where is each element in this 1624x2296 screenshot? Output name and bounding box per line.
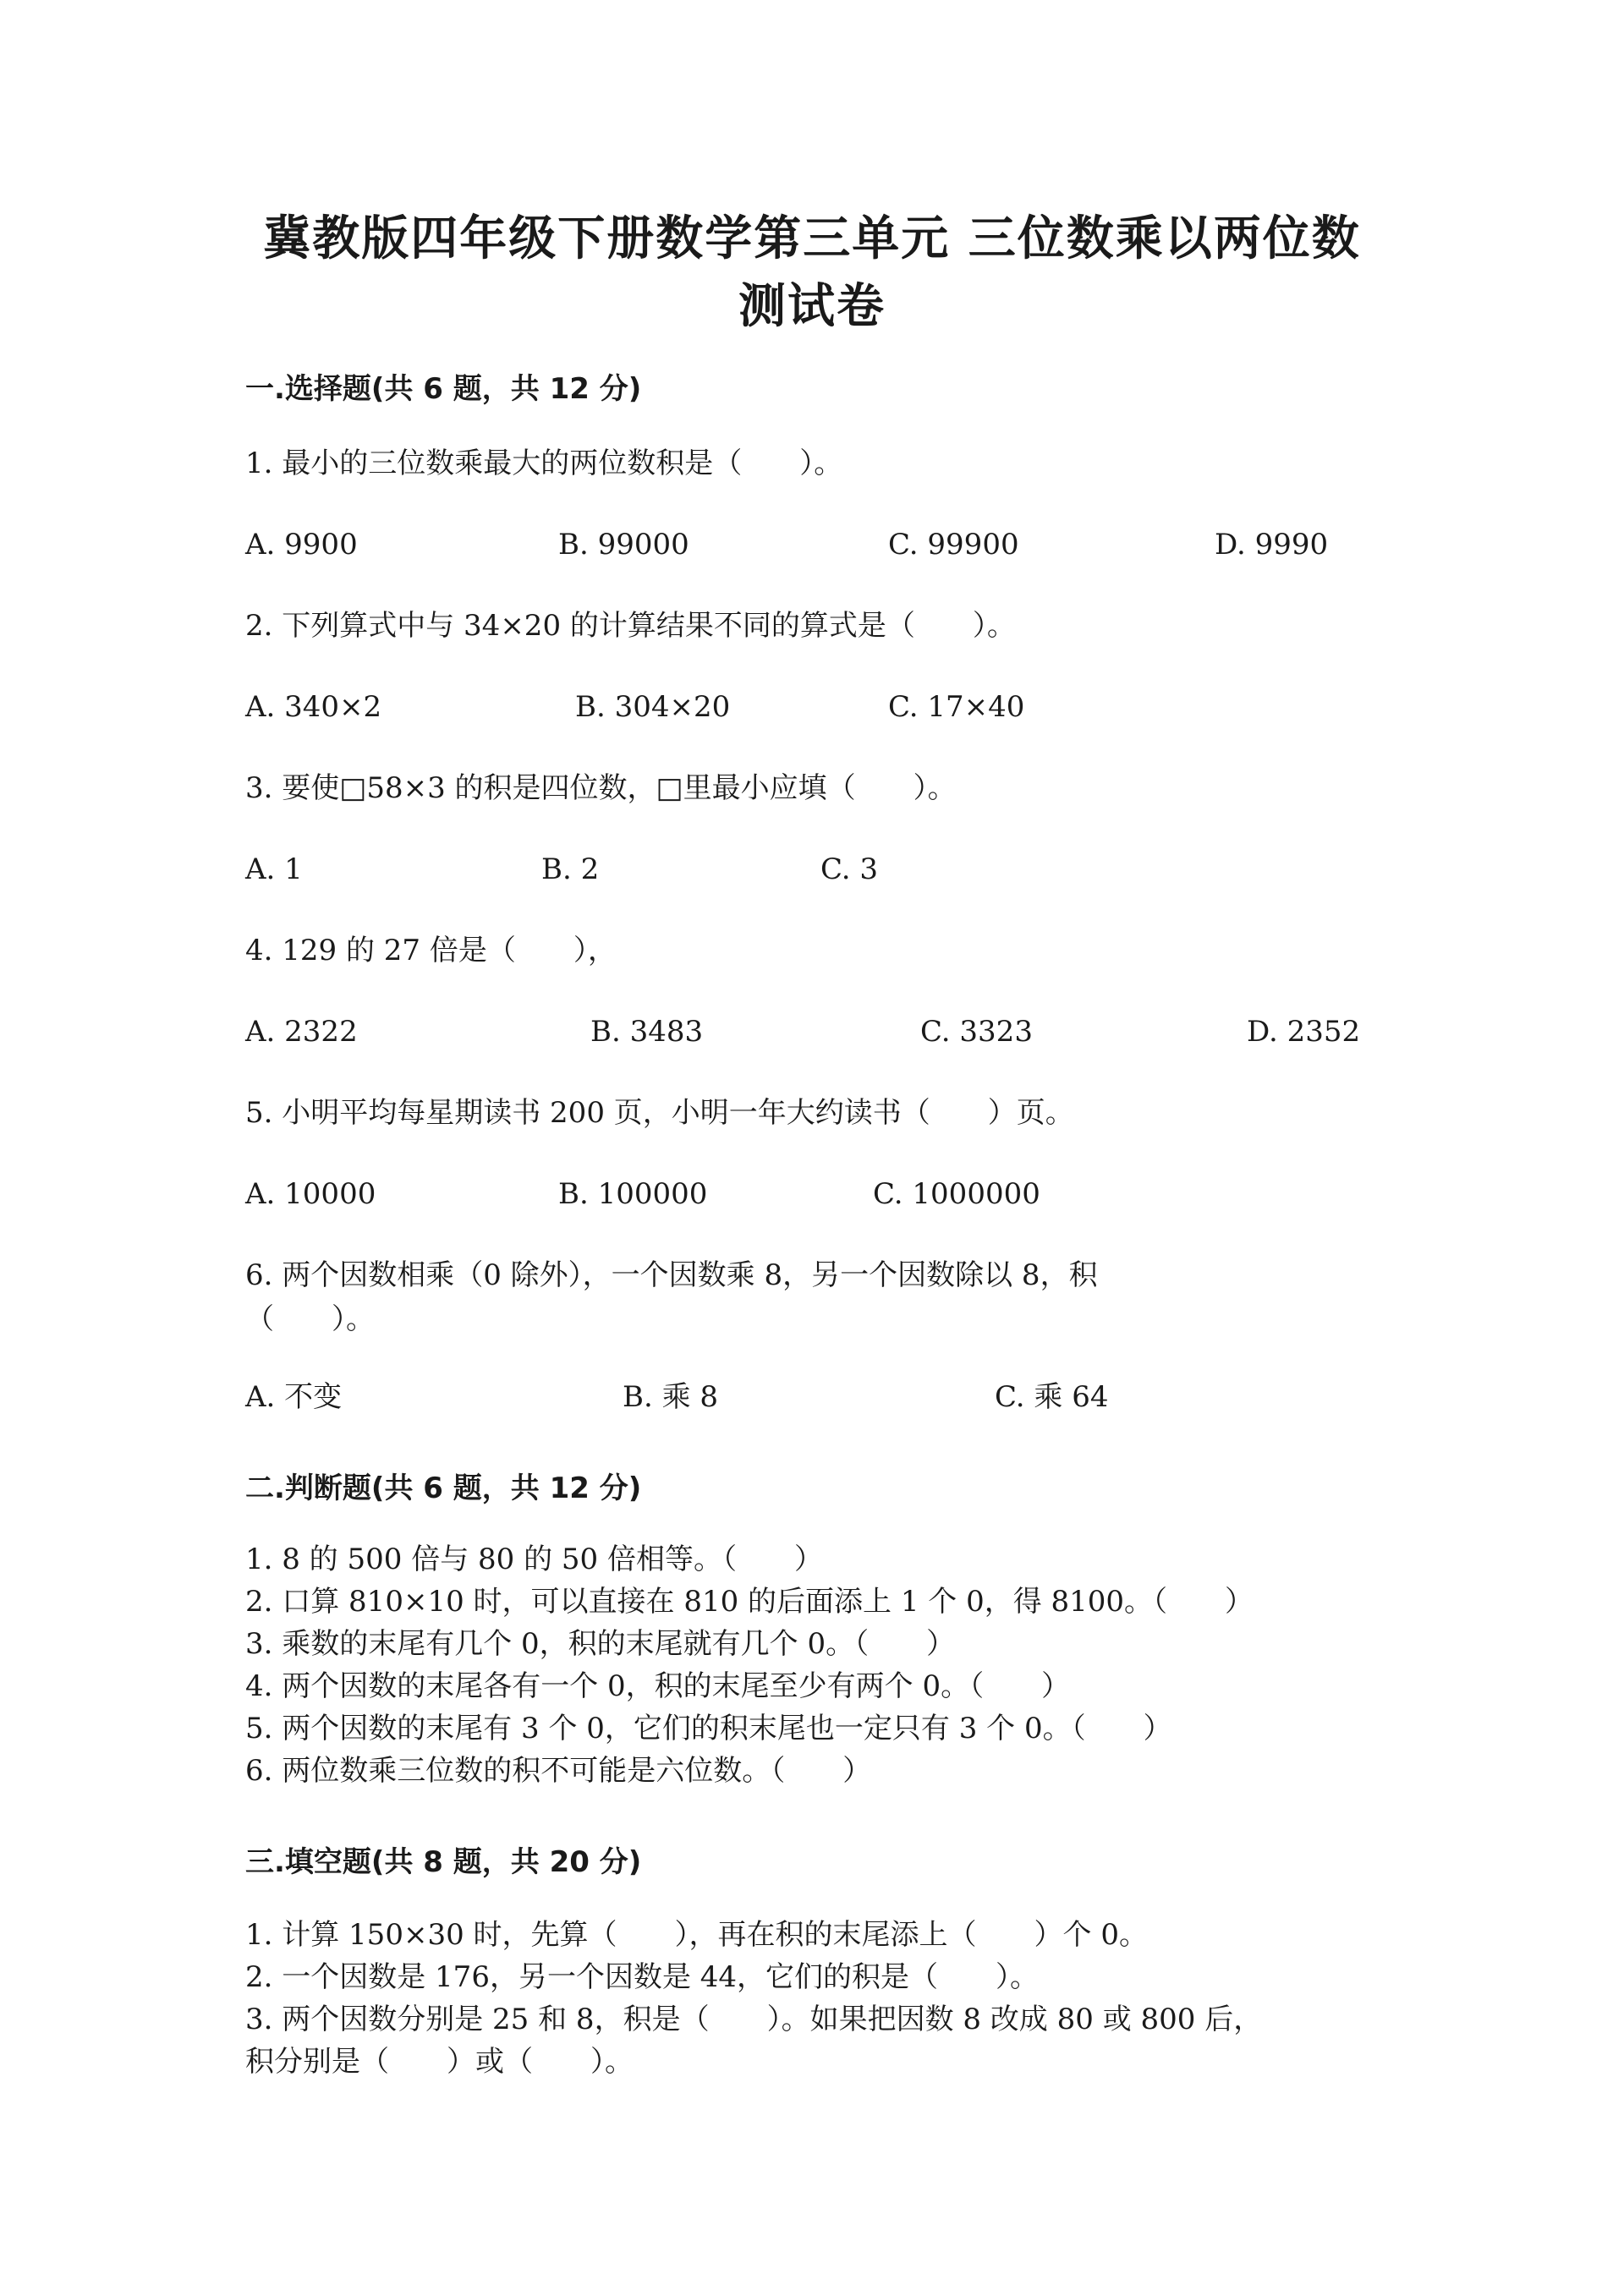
option-b: B. 304×20 [575,690,731,724]
option-d: D. 2352 [1247,1015,1361,1049]
option-b: B. 3483 [590,1015,704,1049]
option-a: A. 2322 [245,1015,358,1049]
option-b: B. 99000 [558,528,689,562]
question-stem-cont: （ ）。 [245,1302,375,1336]
fill-item: 2. 一个因数是 176，另一个因数是 44，它们的积是（ ）。 [245,1960,1040,1994]
option-c: C. 1000000 [873,1177,1040,1211]
option-c: C. 3 [820,852,879,886]
fill-item: 1. 计算 150×30 时，先算（ ），再在积的末尾添上（ ）个 0。 [245,1918,1148,1952]
page-title: 冀教版四年级下册数学第三单元 三位数乘以两位数 [263,211,1361,266]
option-b: B. 乘 8 [623,1380,719,1414]
question-stem: 4. 129 的 27 倍是（ ）， [245,934,617,967]
option-a: A. 340×2 [245,690,382,724]
option-c: C. 3323 [920,1015,1033,1049]
judgment-item: 5. 两个因数的末尾有 3 个 0，它们的积末尾也一定只有 3 个 0。（ ） [245,1712,1172,1745]
section-heading-choice: 一.选择题(共 6 题，共 12 分) [245,372,642,406]
fill-item: 3. 两个因数分别是 25 和 8，积是（ ）。如果把因数 8 改成 80 或 800 后， [245,2003,1263,2036]
option-c: C. 17×40 [888,690,1025,724]
question-stem: 3. 要使□58×3 的积是四位数，□里最小应填（ ）。 [245,771,957,805]
section-heading-judgment: 二.判断题(共 6 题，共 12 分) [245,1471,642,1505]
question-stem: 1. 最小的三位数乘最大的两位数积是（ ）。 [245,447,843,480]
option-c: C. 乘 64 [995,1380,1109,1414]
option-a: A. 1 [245,852,303,886]
option-b: B. 2 [541,852,600,886]
option-a: A. 10000 [245,1177,376,1211]
option-a: A. 不变 [245,1380,343,1414]
judgment-item: 1. 8 的 500 倍与 80 的 50 倍相等。（ ） [245,1543,823,1576]
option-d: D. 9990 [1215,528,1329,562]
question-stem: 6. 两个因数相乘（0 除外），一个因数乘 8，另一个因数除以 8，积 [245,1258,1098,1292]
section-heading-fill: 三.填空题(共 8 题，共 20 分) [245,1845,642,1879]
judgment-item: 6. 两位数乘三位数的积不可能是六位数。（ ） [245,1754,872,1788]
judgment-item: 4. 两个因数的末尾各有一个 0，积的末尾至少有两个 0。（ ） [245,1669,1071,1703]
fill-item-cont: 积分别是（ ）或（ ）。 [245,2045,634,2079]
option-c: C. 99900 [888,528,1019,562]
page-title-cont: 测试卷 [738,279,886,334]
option-b: B. 100000 [558,1177,708,1211]
judgment-item: 2. 口算 810×10 时，可以直接在 810 的后面添上 1 个 0，得 8100。（ ） [245,1585,1254,1619]
option-a: A. 9900 [245,528,358,562]
question-stem: 5. 小明平均每星期读书 200 页，小明一年大约读书（ ）页。 [245,1096,1074,1130]
question-stem: 2. 下列算式中与 34×20 的计算结果不同的算式是（ ）。 [245,609,1016,643]
judgment-item: 3. 乘数的末尾有几个 0，积的末尾就有几个 0。（ ） [245,1627,956,1661]
